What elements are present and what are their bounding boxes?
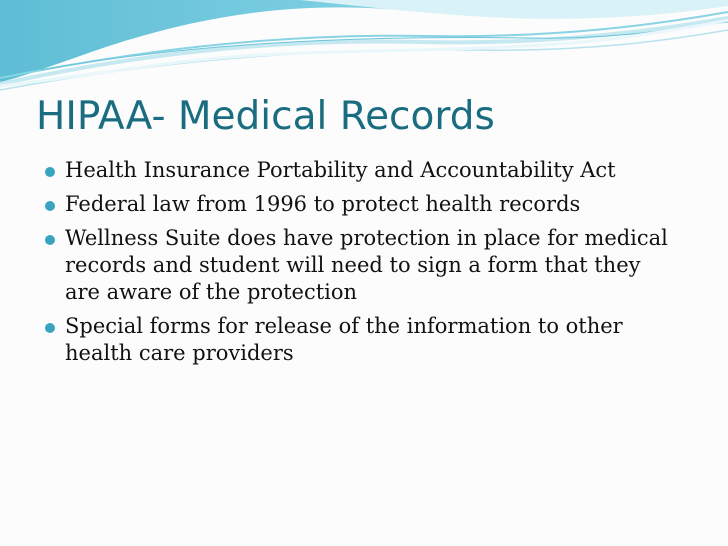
bullet-item [0, 225, 728, 306]
bullet-item [0, 157, 728, 184]
slide-title: HIPAA- Medical Records [36, 94, 495, 139]
bullet-list [0, 157, 728, 374]
bullet-dot-icon [45, 201, 55, 211]
bullet-item [0, 313, 728, 367]
bullet-text: Health Insurance Portability and Accountability Act [65, 158, 616, 182]
bullet-item [0, 191, 728, 218]
bullet-text: Wellness Suite does have protection in place for medical records and student will need to sign a form that they are aware of the protection [65, 226, 668, 304]
bullet-text: Special forms for release of the information to other health care providers [65, 314, 623, 365]
bullet-dot-icon [45, 323, 55, 333]
bullet-dot-icon [45, 235, 55, 245]
wave-header [0, 0, 728, 92]
bullet-text: Federal law from 1996 to protect health records [65, 192, 581, 216]
bullet-dot-icon [45, 167, 55, 177]
